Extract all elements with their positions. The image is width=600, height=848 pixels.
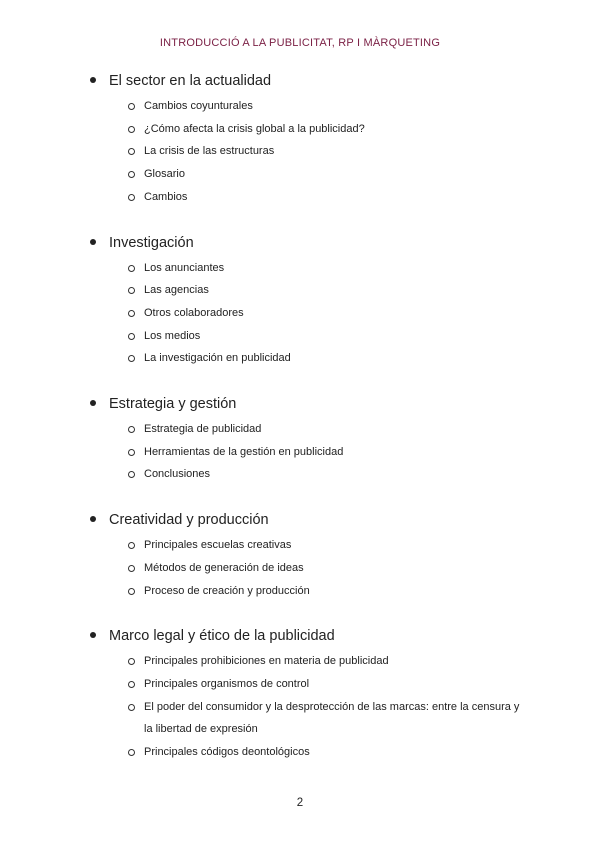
outline-list xyxy=(0,72,600,789)
list-item xyxy=(0,741,600,764)
circle-bullet-icon xyxy=(128,449,135,456)
list-item xyxy=(0,118,600,141)
circle-bullet-icon xyxy=(128,426,135,433)
circle-bullet-icon xyxy=(128,265,135,272)
circle-bullet-icon xyxy=(128,588,135,595)
page-number: 2 xyxy=(296,797,304,809)
list-item-text: Estrategia de publicidad xyxy=(144,423,262,436)
list-item-text: El poder del consumidor y la desprotección de las marcas: entre la censura y la libertad de expresión xyxy=(144,700,520,736)
list-item-text: Los medios xyxy=(144,329,201,342)
section-title-text: Marco legal y ético de la publicidad xyxy=(109,628,335,645)
list-item-text: Principales códigos deontológicos xyxy=(144,746,310,759)
circle-bullet-icon xyxy=(128,355,135,362)
circle-bullet-icon xyxy=(128,171,135,178)
list-item xyxy=(0,302,600,325)
circle-bullet-icon xyxy=(128,333,135,340)
section-title-text: Estrategia y gestión xyxy=(109,396,237,413)
list-item-text: Cambios xyxy=(144,190,188,203)
section-marco-legal xyxy=(0,627,600,764)
bullet-icon xyxy=(90,77,96,83)
section-title-text: El sector en la actualidad xyxy=(109,73,272,89)
section-title xyxy=(0,72,600,91)
section-investigacion xyxy=(0,234,600,371)
section-estrategia xyxy=(0,395,600,486)
list-item xyxy=(0,279,600,302)
circle-bullet-icon xyxy=(128,287,135,294)
bullet-icon xyxy=(90,516,96,522)
list-item-text: Otros colaboradores xyxy=(144,306,244,319)
list-item-text: Las agencias xyxy=(144,284,209,297)
list-item-text: La investigación en publicidad xyxy=(144,352,291,365)
circle-bullet-icon xyxy=(128,310,135,317)
circle-bullet-icon xyxy=(128,542,135,549)
section-title xyxy=(0,395,600,414)
document-header: INTRODUCCIÓ A LA PUBLICITAT, RP I MÀRQUETING xyxy=(159,37,441,49)
list-item-text: Cambios coyunturales xyxy=(144,100,253,112)
circle-bullet-icon xyxy=(128,194,135,201)
circle-bullet-icon xyxy=(128,704,135,711)
bullet-icon xyxy=(90,632,96,638)
list-item xyxy=(0,325,600,348)
section-title xyxy=(0,511,600,530)
list-item-text: Glosario xyxy=(144,168,185,181)
circle-bullet-icon xyxy=(128,471,135,478)
list-item-text: Proceso de creación y producción xyxy=(144,584,310,597)
list-item xyxy=(0,557,600,580)
circle-bullet-icon xyxy=(128,658,135,665)
section-sector xyxy=(0,72,600,209)
bullet-icon xyxy=(90,239,96,245)
list-item-text: Herramientas de la gestión en publicidad xyxy=(144,445,344,458)
list-item xyxy=(0,673,600,696)
list-item xyxy=(0,580,600,603)
circle-bullet-icon xyxy=(128,103,135,110)
section-creatividad xyxy=(0,511,600,602)
list-item xyxy=(0,534,600,557)
list-item xyxy=(0,163,600,186)
list-item-text: Conclusiones xyxy=(144,468,211,481)
circle-bullet-icon xyxy=(128,681,135,688)
section-title xyxy=(0,234,600,253)
list-item xyxy=(0,650,600,673)
list-item xyxy=(0,696,600,741)
list-item xyxy=(0,418,600,441)
list-item xyxy=(0,186,600,209)
list-item xyxy=(0,347,600,370)
list-item-text: Principales escuelas creativas xyxy=(144,539,292,552)
section-title xyxy=(0,627,600,646)
circle-bullet-icon xyxy=(128,749,135,756)
list-item-text: ¿Cómo afecta la crisis global a la publicidad? xyxy=(144,122,365,135)
list-item-text: Principales organismos de control xyxy=(144,677,310,690)
list-item-text: La crisis de las estructuras xyxy=(144,145,275,158)
circle-bullet-icon xyxy=(128,565,135,572)
list-item-text: Principales prohibiciones en materia de publicidad xyxy=(144,655,389,668)
circle-bullet-icon xyxy=(128,148,135,155)
section-title-text: Creatividad y producción xyxy=(109,512,269,529)
bullet-icon xyxy=(90,400,96,406)
list-item xyxy=(0,140,600,163)
list-item xyxy=(0,95,600,118)
list-item xyxy=(0,463,600,486)
section-title-text: Investigación xyxy=(109,234,194,251)
circle-bullet-icon xyxy=(128,126,135,133)
list-item xyxy=(0,441,600,464)
list-item xyxy=(0,257,600,280)
list-item-text: Los anunciantes xyxy=(144,261,225,274)
list-item-text: Métodos de generación de ideas xyxy=(144,561,304,574)
